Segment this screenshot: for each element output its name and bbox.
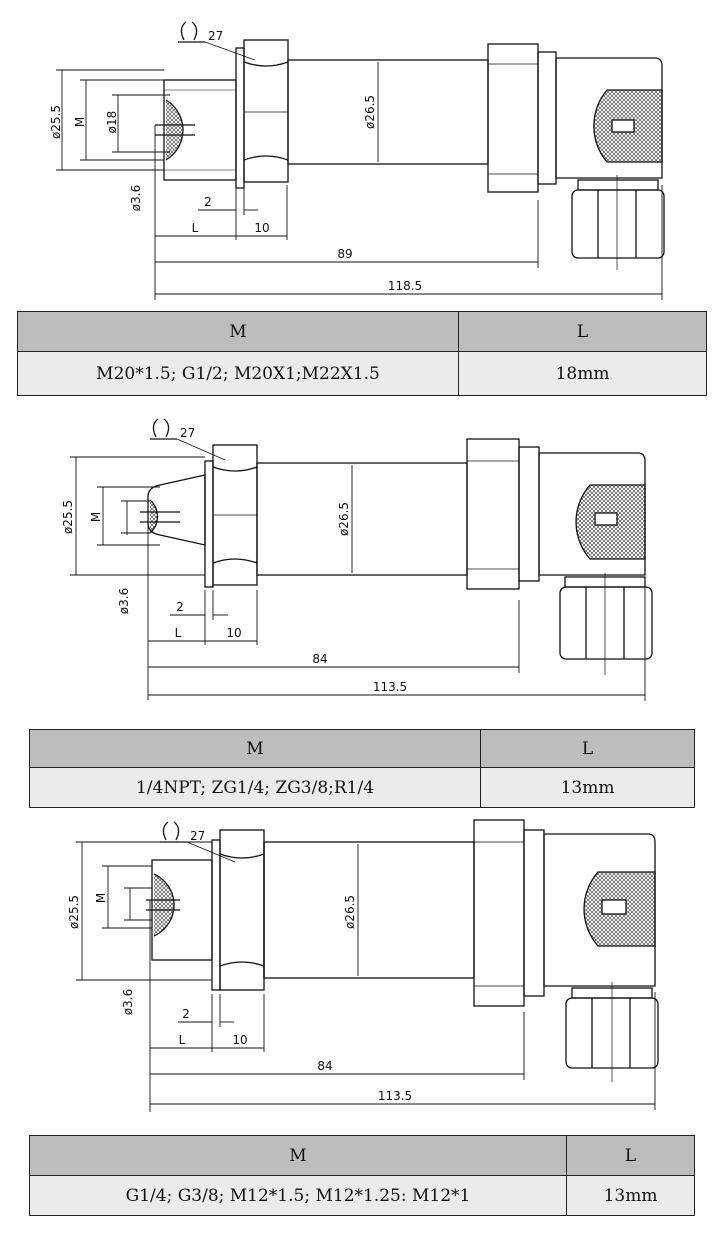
dim-outer-diameter: ø25.5: [49, 104, 63, 140]
dim-gap: 2: [204, 195, 212, 209]
wrench-size: 27: [190, 829, 206, 843]
dim-l: L: [191, 221, 199, 235]
dim-length-1: 84: [312, 652, 328, 666]
value-m: 1/4NPT; ZG1/4; ZG3/8;R1/4: [30, 768, 481, 808]
wrench-icon: [163, 822, 178, 840]
dim-body-diameter: ø26.5: [343, 894, 357, 930]
dim-hole-diameter: ø3.6: [117, 587, 131, 615]
dim-length-2: 118.5: [387, 279, 423, 293]
dim-gap: 2: [176, 600, 184, 614]
value-l: 13mm: [481, 768, 695, 808]
dim-length-2: 113.5: [372, 680, 408, 694]
dim-l: L: [174, 626, 182, 640]
wrench-size: 27: [208, 29, 224, 43]
value-m: M20*1.5; G1/2; M20X1;M22X1.5: [18, 352, 459, 396]
dim-length-1: 89: [337, 247, 353, 261]
header-l: L: [567, 1136, 695, 1176]
transmitter-drawing-2: [0, 405, 723, 705]
dim-thread: M: [73, 116, 87, 128]
dim-l: L: [178, 1033, 186, 1047]
dim-bore-diameter: ø18: [105, 110, 119, 134]
dim-length-1: 84: [317, 1059, 333, 1073]
spec-table-2: [29, 729, 695, 808]
dim-hole-diameter: ø3.6: [121, 988, 135, 1016]
wrench-icon: [181, 22, 196, 40]
value-m: G1/4; G3/8; M12*1.5; M12*1.25: M12*1: [30, 1176, 567, 1216]
dim-ten: 10: [226, 626, 242, 640]
dim-thread: M: [94, 892, 108, 904]
dim-gap: 2: [182, 1007, 190, 1021]
transmitter-drawing-1: [0, 0, 723, 300]
transmitter-drawing-3: [0, 812, 723, 1132]
dim-hole-diameter: ø3.6: [129, 184, 143, 212]
value-l: 18mm: [459, 352, 707, 396]
wrench-icon: [153, 419, 168, 437]
header-m: M: [30, 730, 481, 768]
dim-length-2: 113.5: [377, 1089, 413, 1103]
spec-table-3: [29, 1135, 695, 1216]
spec-table-1: [17, 311, 707, 396]
wrench-size: 27: [180, 426, 196, 440]
dim-thread: M: [89, 511, 103, 523]
header-m: M: [18, 312, 459, 352]
dim-ten: 10: [232, 1033, 248, 1047]
header-m: M: [30, 1136, 567, 1176]
header-l: L: [459, 312, 707, 352]
header-l: L: [481, 730, 695, 768]
dim-outer-diameter: ø25.5: [61, 499, 75, 535]
dim-ten: 10: [254, 221, 270, 235]
dim-body-diameter: ø26.5: [337, 501, 351, 537]
value-l: 13mm: [567, 1176, 695, 1216]
dim-body-diameter: ø26.5: [363, 94, 377, 130]
dim-outer-diameter: ø25.5: [67, 894, 81, 930]
